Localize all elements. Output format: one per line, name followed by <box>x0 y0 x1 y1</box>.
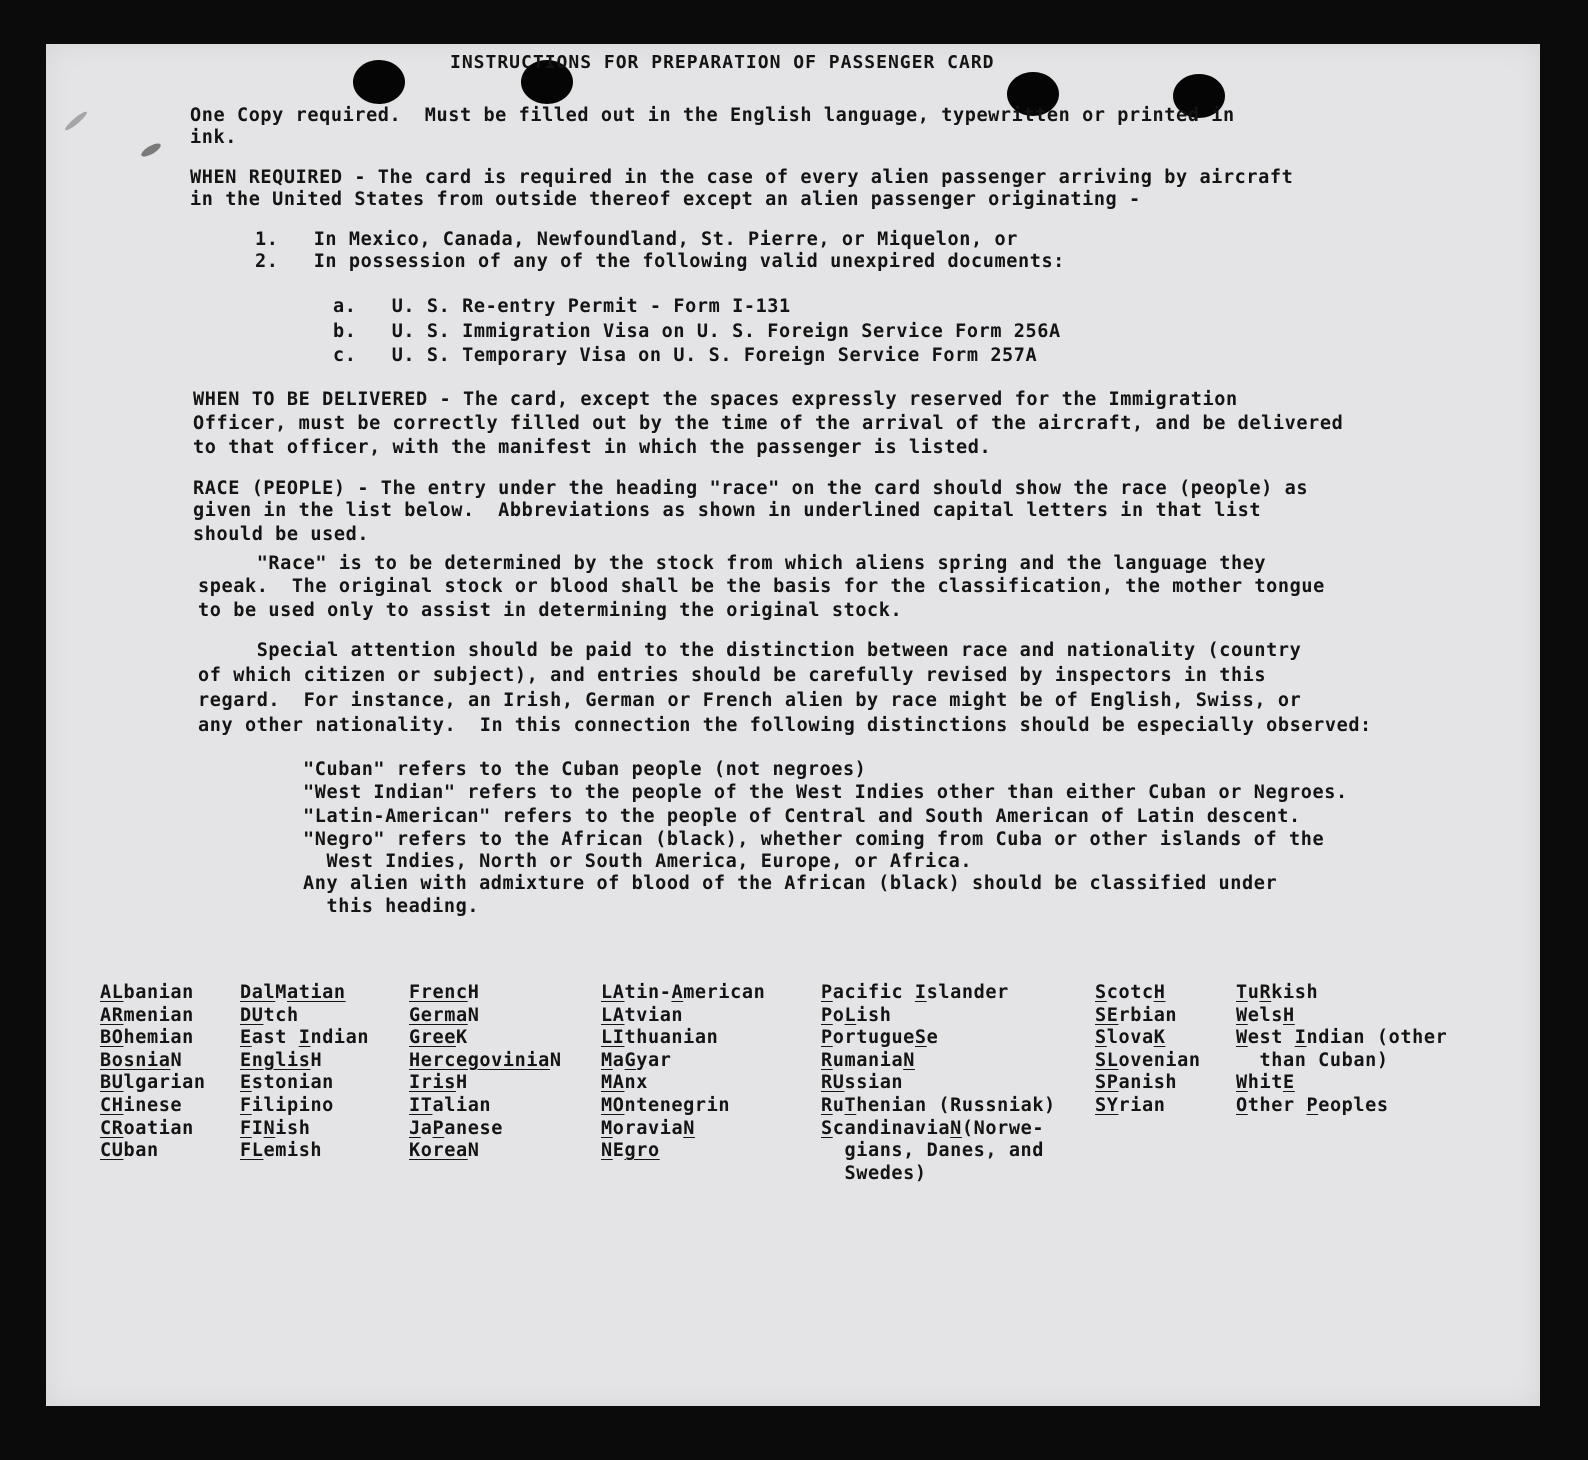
when-delivered-line-3: to that officer, with the manifest in which the passenger is listed. <box>193 437 992 458</box>
race-entry <box>240 1050 369 1073</box>
abbreviation-underline: atian <box>286 982 346 1003</box>
race-entry <box>100 1050 206 1073</box>
race-entry <box>409 1005 562 1028</box>
abbreviation-underline: L <box>844 1004 857 1026</box>
abbreviation-underline: Germa <box>409 1004 468 1026</box>
distinction-line-4: "Negro" refers to the African (black), whether coming from Cuba or other islands of the <box>303 829 1325 850</box>
abbreviation-underline: S <box>914 1027 927 1049</box>
abbreviation-underline: AL <box>100 982 124 1003</box>
abbreviation-underline: R <box>821 1094 833 1116</box>
race-text: oatian <box>123 1117 194 1139</box>
race-text: anese <box>444 1117 503 1139</box>
race-text: nx <box>624 1072 648 1094</box>
race-text: ish <box>856 1004 892 1026</box>
race-entry <box>100 1095 206 1118</box>
race-text: ban <box>123 1140 159 1162</box>
race-column-5 <box>821 982 1056 1185</box>
race-text: ovenian <box>1118 1049 1201 1071</box>
race-text: u <box>832 1094 845 1116</box>
abbreviation-underline: J <box>409 1117 421 1139</box>
race-entry <box>1236 1050 1447 1073</box>
race-text: inese <box>123 1094 183 1116</box>
abbreviation-underline: F <box>240 1094 252 1116</box>
abbreviation-underline: SY <box>1095 1094 1119 1116</box>
race-entry <box>821 1050 1056 1073</box>
distinction-line-6: Any alien with admixture of blood of the African (black) should be classified under <box>303 873 1278 894</box>
abbreviation-underline: E <box>1282 1072 1295 1094</box>
race-text: cotc <box>1106 982 1154 1003</box>
race-entry <box>409 1095 562 1118</box>
race-entry <box>240 1118 369 1141</box>
race-text: eoples <box>1318 1094 1389 1116</box>
abbreviation-underline: P <box>1306 1094 1319 1116</box>
race-text: rbian <box>1118 1004 1178 1026</box>
race-entry <box>601 1027 765 1050</box>
race-entry <box>1236 1095 1447 1118</box>
distinction-line-5: West Indies, North or South America, Europe, or Africa. <box>303 851 973 872</box>
race-entry <box>409 1140 562 1163</box>
race-text: N <box>170 1049 183 1071</box>
abbreviation-underline: R <box>821 1049 833 1071</box>
abbreviation-underline: P <box>821 1027 833 1049</box>
race-text: stonian <box>251 1072 334 1094</box>
race-text: els <box>1247 1004 1283 1026</box>
race-def-line-2: speak. The original stock or blood shall be the basis for the classification, the mother tongue <box>198 576 1325 597</box>
abbreviation-underline: H <box>1153 982 1166 1003</box>
race-para-line-2: given in the list below. Abbreviations as shown in underlined capital letters in that list <box>193 500 1262 521</box>
race-column-4 <box>601 982 765 1163</box>
race-text: lgarian <box>123 1072 206 1094</box>
race-para-line-1: RACE (PEOPLE) - The entry under the heading "race" on the card should show the race (people) as <box>193 478 1309 499</box>
race-entry <box>821 982 1056 1005</box>
race-text: e <box>926 1027 939 1049</box>
race-entry <box>821 1027 1056 1050</box>
race-entry <box>1236 1072 1447 1095</box>
race-column-2 <box>240 982 369 1163</box>
race-text: menian <box>123 1004 194 1026</box>
race-text: anish <box>1118 1072 1178 1094</box>
race-text: (Norwe- <box>961 1117 1045 1139</box>
abbreviation-underline: SE <box>1095 1004 1119 1026</box>
distinction-line-2: "West Indian" refers to the people of the West Indies other than either Cuban or Negroes. <box>303 782 1348 803</box>
race-entry <box>601 1050 765 1073</box>
race-entry <box>1095 1050 1201 1073</box>
race-text: ish <box>275 1117 311 1139</box>
race-entry <box>409 1027 562 1050</box>
race-text: E <box>612 1140 625 1162</box>
race-entry <box>1095 982 1201 1005</box>
abbreviation-underline: N <box>263 1117 276 1139</box>
distinction-line-3: "Latin-American" refers to the people of Central and South American of Latin descent. <box>303 806 1301 827</box>
race-entry <box>821 1095 1056 1118</box>
abbreviation-underline: Frenc <box>409 982 468 1003</box>
race-text: I <box>251 1117 264 1139</box>
abbreviation-underline: W <box>1236 1072 1248 1094</box>
race-text: Swedes) <box>844 1162 927 1184</box>
special-line-1: Special attention should be paid to the distinction between race and nationality (country <box>198 640 1302 661</box>
race-text: a <box>612 1049 625 1071</box>
race-entry <box>100 1140 206 1163</box>
special-line-3: regard. For instance, an Irish, German or French alien by race might be of English, Swiss, or <box>198 690 1302 711</box>
race-text: banian <box>123 982 194 1003</box>
race-entry <box>100 1072 206 1095</box>
lettered-item-a: a. U. S. Re-entry Permit - Form I-131 <box>333 296 791 317</box>
abbreviation-underline: N <box>601 1140 613 1162</box>
when-required-line-2: in the United States from outside thereof except an alien passenger originating - <box>190 189 1141 210</box>
abbreviation-underline: I <box>1294 1027 1307 1049</box>
race-para-line-3: should be used. <box>193 524 370 545</box>
race-text: than Cuban) <box>1259 1049 1389 1071</box>
race-text: o <box>832 1004 845 1026</box>
abbreviation-underline: I <box>298 1027 311 1049</box>
race-entry <box>1095 1072 1201 1095</box>
race-text: umania <box>832 1049 904 1071</box>
abbreviation-underline: CH <box>100 1094 124 1116</box>
abbreviation-underline: K <box>1153 1027 1166 1049</box>
race-text: u <box>1247 982 1260 1003</box>
race-entry <box>240 1005 369 1028</box>
abbreviation-underline: BU <box>100 1072 124 1094</box>
abbreviation-underline: CR <box>100 1117 124 1139</box>
race-entry <box>821 1072 1056 1095</box>
abbreviation-underline: S <box>1095 982 1107 1003</box>
distinction-line-7: this heading. <box>303 896 480 917</box>
race-entry <box>100 1027 206 1050</box>
race-text: est <box>1247 1027 1295 1049</box>
abbreviation-underline: N <box>950 1117 962 1139</box>
race-text: H <box>455 1072 468 1094</box>
race-text: K <box>455 1027 468 1049</box>
intro-line-2: ink. <box>190 127 237 148</box>
race-entry <box>821 1005 1056 1028</box>
race-column-6 <box>1095 982 1201 1118</box>
race-entry <box>240 1027 369 1050</box>
race-text: alian <box>432 1094 492 1116</box>
race-entry <box>409 982 562 1005</box>
race-text: hemian <box>123 1027 194 1049</box>
race-text: rian <box>1118 1094 1166 1116</box>
race-text: N <box>467 1140 480 1162</box>
intro-line-1: One Copy required. Must be filled out in the English language, typewritten or printed in <box>190 105 1235 126</box>
race-entry <box>240 1095 369 1118</box>
race-column-7 <box>1236 982 1447 1118</box>
when-delivered-line-1: WHEN TO BE DELIVERED - The card, except the spaces expressly reserved for the Immigration <box>193 389 1238 410</box>
abbreviation-underline: SP <box>1095 1072 1119 1094</box>
race-text: ndian (other <box>1306 1027 1448 1049</box>
race-text: hit <box>1247 1072 1283 1094</box>
abbreviation-underline: CU <box>100 1140 124 1162</box>
abbreviation-underline: MA <box>601 1072 625 1094</box>
race-text: ast <box>251 1027 299 1049</box>
abbreviation-underline: P <box>432 1117 445 1139</box>
abbreviation-underline: W <box>1236 1027 1248 1049</box>
abbreviation-underline: Gree <box>409 1027 456 1049</box>
race-text: merican <box>683 982 766 1003</box>
race-text: yar <box>636 1049 672 1071</box>
race-text: N <box>549 1049 562 1071</box>
abbreviation-underline: IT <box>409 1094 433 1116</box>
distinction-line-1: "Cuban" refers to the Cuban people (not negroes) <box>303 759 867 780</box>
abbreviation-underline: FL <box>240 1140 264 1162</box>
abbreviation-underline: Bosnia <box>100 1049 171 1071</box>
race-text: H <box>310 1049 323 1071</box>
race-entry <box>601 1118 765 1141</box>
race-entry <box>601 982 765 1005</box>
race-entry <box>1095 1005 1201 1028</box>
when-delivered-line-2: Officer, must be correctly filled out by the time of the arrival of the aircraft, and be delivered <box>193 413 1344 434</box>
race-text: ther <box>1247 1094 1307 1116</box>
race-entry <box>100 1005 206 1028</box>
race-text: lova <box>1106 1027 1154 1049</box>
race-entry <box>1095 1027 1201 1050</box>
race-entry <box>1236 1027 1447 1050</box>
special-line-2: of which citizen or subject), and entries should be carefully revised by inspectors in this <box>198 665 1267 686</box>
race-text: gians, Danes, and <box>844 1140 1045 1162</box>
abbreviation-underline: RU <box>821 1072 845 1094</box>
abbreviation-underline: Iris <box>409 1072 456 1094</box>
numbered-item-1: 1. In Mexico, Canada, Newfoundland, St. Pierre, or Miquelon, or <box>255 229 1018 250</box>
race-text: ssian <box>844 1072 904 1094</box>
race-text: M <box>275 982 287 1003</box>
race-entry <box>100 1118 206 1141</box>
abbreviation-underline: AR <box>100 1004 124 1026</box>
race-entry <box>821 1140 1056 1163</box>
abbreviation-underline: P <box>821 982 833 1003</box>
race-column-1 <box>100 982 206 1163</box>
race-text: thuanian <box>624 1027 719 1049</box>
race-text: tch <box>263 1004 299 1026</box>
when-required-line-1: WHEN REQUIRED - The card is required in the case of every alien passenger arriving by aircraft <box>190 167 1294 188</box>
abbreviation-underline: P <box>821 1004 833 1026</box>
page-title: INSTRUCTIONS FOR PREPARATION OF PASSENGER CARD <box>450 52 995 73</box>
abbreviation-underline: Korea <box>409 1140 468 1162</box>
abbreviation-underline: LA <box>601 982 625 1003</box>
race-entry <box>1236 982 1447 1005</box>
race-text: candinavia <box>832 1117 951 1139</box>
abbreviation-underline: BO <box>100 1027 124 1049</box>
lettered-item-c: c. U. S. Temporary Visa on U. S. Foreign Service Form 257A <box>333 345 1038 366</box>
abbreviation-underline: Dal <box>240 982 276 1003</box>
numbered-item-2: 2. In possession of any of the following valid unexpired documents: <box>255 251 1065 272</box>
race-entry <box>1236 1005 1447 1028</box>
race-text: ntenegrin <box>624 1094 731 1116</box>
race-text: kish <box>1271 982 1319 1003</box>
race-def-line-1: "Race" is to be determined by the stock from which aliens spring and the language they <box>198 553 1267 574</box>
abbreviation-underline: LA <box>601 1004 625 1026</box>
race-entry <box>240 1072 369 1095</box>
punch-hole <box>353 60 405 104</box>
race-entry <box>821 1118 1056 1141</box>
race-text: acific <box>832 982 915 1003</box>
race-entry <box>601 1140 765 1163</box>
race-text: slander <box>926 982 1009 1003</box>
abbreviation-underline: N <box>683 1117 695 1139</box>
race-text: a <box>420 1117 433 1139</box>
race-column-3 <box>409 982 562 1163</box>
race-entry <box>240 1140 369 1163</box>
abbreviation-underline: E <box>240 1027 252 1049</box>
abbreviation-underline: W <box>1236 1004 1248 1026</box>
race-text: ortugue <box>832 1027 915 1049</box>
abbreviation-underline: T <box>1236 982 1248 1003</box>
abbreviation-underline: SL <box>1095 1049 1119 1071</box>
special-line-4: any other nationality. In this connection the following distinctions should be especially observed: <box>198 715 1372 736</box>
abbreviation-underline: LI <box>601 1027 625 1049</box>
race-entry <box>240 982 369 1005</box>
abbreviation-underline: S <box>1095 1027 1107 1049</box>
race-entry <box>409 1118 562 1141</box>
abbreviation-underline: MO <box>601 1094 625 1116</box>
abbreviation-underline: N <box>903 1049 915 1071</box>
race-text: ilipino <box>251 1094 334 1116</box>
race-entry <box>1095 1095 1201 1118</box>
race-entry <box>100 982 206 1005</box>
abbreviation-underline: O <box>1236 1094 1248 1116</box>
abbreviation-underline: M <box>601 1117 613 1139</box>
race-def-line-3: to be used only to assist in determining the original stock. <box>198 600 903 621</box>
race-entry <box>409 1050 562 1073</box>
race-text: oravia <box>612 1117 684 1139</box>
race-entry <box>409 1072 562 1095</box>
abbreviation-underline: Hercegovinia <box>409 1049 550 1071</box>
race-text: emish <box>263 1140 323 1162</box>
race-entry <box>601 1072 765 1095</box>
race-entry <box>601 1005 765 1028</box>
abbreviation-underline: I <box>914 982 927 1003</box>
abbreviation-underline: M <box>601 1049 613 1071</box>
race-text: tin- <box>624 982 672 1003</box>
abbreviation-underline: F <box>240 1117 252 1139</box>
race-text: henian (Russniak) <box>856 1094 1056 1116</box>
lettered-item-b: b. U. S. Immigration Visa on U. S. Foreign Service Form 256A <box>333 321 1061 342</box>
abbreviation-underline: DU <box>240 1004 264 1026</box>
race-text: H <box>467 982 480 1003</box>
abbreviation-underline: G <box>624 1049 637 1071</box>
race-text: tvian <box>624 1004 684 1026</box>
abbreviation-underline: E <box>240 1072 252 1094</box>
race-entry <box>821 1163 1056 1186</box>
abbreviation-underline: T <box>844 1094 857 1116</box>
abbreviation-underline: A <box>671 982 684 1003</box>
abbreviation-underline: H <box>1282 1004 1295 1026</box>
race-text: N <box>467 1004 480 1026</box>
race-entry <box>601 1095 765 1118</box>
abbreviation-underline: S <box>821 1117 833 1139</box>
race-text: ndian <box>310 1027 370 1049</box>
abbreviation-underline: gro <box>624 1140 660 1162</box>
abbreviation-underline: Englis <box>240 1049 311 1071</box>
abbreviation-underline: R <box>1259 982 1272 1003</box>
